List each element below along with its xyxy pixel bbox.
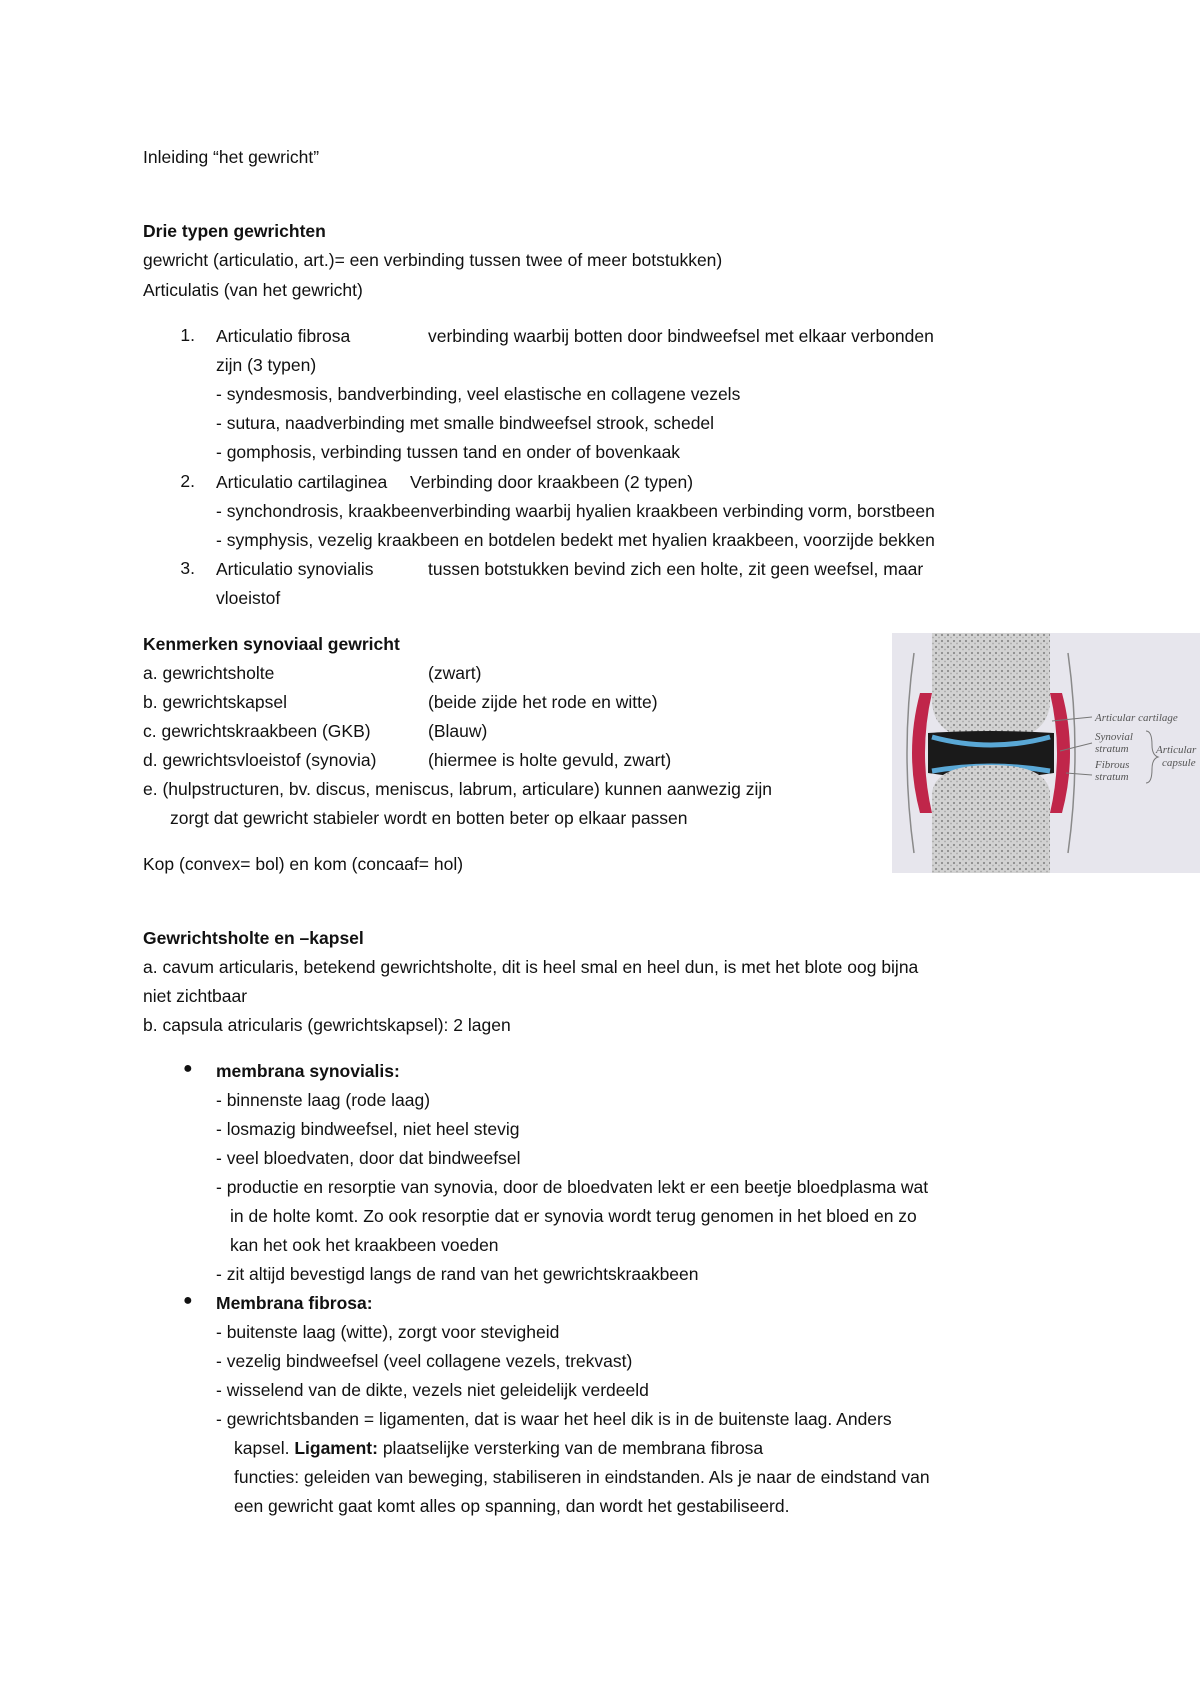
bullet-line: - vezelig bindweefsel (veel collagene vezels, trekvast) xyxy=(216,1351,633,1371)
label-capsule: capsule xyxy=(1162,757,1196,769)
list-number: 3. xyxy=(180,558,195,578)
label-articular: Articular xyxy=(1156,744,1197,756)
joint-diagram xyxy=(892,633,1200,873)
list-cont: zijn (3 typen) xyxy=(216,355,317,375)
bullet-line: - wisselend van de dikte, vezels niet geleidelijk verdeeld xyxy=(216,1380,649,1400)
list-desc: tussen botstukken bevind zich een holte, zit geen weefsel, maar xyxy=(428,559,924,579)
bullet-line: - veel bloedvaten, door dat bindweefsel xyxy=(216,1148,521,1168)
label-fibrous-stratum: stratum xyxy=(1095,771,1129,783)
text-line: b. capsula atricularis (gewrichtskapsel): 2 lagen xyxy=(143,1015,511,1035)
functies-line: een gewricht gaat komt alles op spanning, dan wordt het gestabiliseerd. xyxy=(234,1496,790,1516)
section-heading-gewrichtsholte: Gewrichtsholte en –kapsel xyxy=(143,928,364,948)
row-label: c. gewrichtskraakbeen (GKB) xyxy=(143,721,371,741)
bullet-line: - losmazig bindweefsel, niet heel stevig xyxy=(216,1119,520,1139)
list-desc: verbinding waarbij botten door bindweefsel met elkaar verbonden xyxy=(428,326,934,346)
bullet-title: membrana synovialis: xyxy=(216,1061,400,1081)
list-number: 2. xyxy=(180,471,195,491)
section-heading-kenmerken: Kenmerken synoviaal gewricht xyxy=(143,634,400,654)
label-synovial-stratum: stratum xyxy=(1095,743,1129,755)
text-line: Articulatis (van het gewricht) xyxy=(143,280,363,300)
text-line: niet zichtbaar xyxy=(143,986,248,1006)
bullet-line: - zit altijd bevestigd langs de rand van het gewrichtskraakbeen xyxy=(216,1264,699,1284)
ligament-line xyxy=(234,1437,763,1459)
functies-line: functies: geleiden van beweging, stabiliseren in eindstanden. Als je naar de eindstand van xyxy=(234,1467,930,1487)
bullet-line: - gewrichtsbanden = ligamenten, dat is waar het heel dik is in de buitenste laag. Anders xyxy=(216,1409,892,1429)
text-line: gewricht (articulatio, art.)= een verbinding tussen twee of meer botstukken) xyxy=(143,250,723,270)
bullet-title: Membrana fibrosa: xyxy=(216,1293,373,1313)
row-value: (zwart) xyxy=(428,663,482,683)
bullet-line: - productie en resorptie van synovia, door de bloedvaten lekt er een beetje bloedplasma wat xyxy=(216,1177,929,1197)
list-cont: vloeistof xyxy=(216,588,281,608)
ligament-label: Ligament: xyxy=(294,1438,378,1458)
list-term: Articulatio cartilaginea xyxy=(216,472,388,492)
label-fibrous: Fibrous xyxy=(1095,759,1130,771)
row-label: a. gewrichtsholte xyxy=(143,663,275,683)
kapsel-word: kapsel. xyxy=(234,1438,290,1458)
bullet-line: kan het ook het kraakbeen voeden xyxy=(230,1235,499,1255)
list-sub: - gomphosis, verbinding tussen tand en onder of bovenkaak xyxy=(216,442,681,462)
page-title: Inleiding “het gewricht” xyxy=(143,147,320,167)
list-term: Articulatio synovialis xyxy=(216,559,374,579)
list-number: 1. xyxy=(180,325,195,345)
label-synovial: Synovial xyxy=(1095,731,1133,743)
bullet-line: - binnenste laag (rode laag) xyxy=(216,1090,431,1110)
list-sub: - syndesmosis, bandverbinding, veel elastische en collagene vezels xyxy=(216,384,741,404)
text-line: zorgt dat gewricht stabieler wordt en botten beter op elkaar passen xyxy=(170,808,688,828)
text-line: e. (hulpstructuren, bv. discus, meniscus, labrum, articulare) kunnen aanwezig zijn xyxy=(143,779,772,799)
list-desc: Verbinding door kraakbeen (2 typen) xyxy=(410,472,694,492)
row-value: (hiermee is holte gevuld, zwart) xyxy=(428,750,672,770)
text-line: a. cavum articularis, betekend gewrichtsholte, dit is heel smal en heel dun, is met het blote oog bijna xyxy=(143,957,919,977)
list-sub: - synchondrosis, kraakbeenverbinding waarbij hyalien kraakbeen verbinding vorm, borstbeen xyxy=(216,501,935,521)
label-articular-cartilage: Articular cartilage xyxy=(1095,712,1178,724)
bullet-icon: ● xyxy=(183,1292,193,1309)
section-heading-typen: Drie typen gewrichten xyxy=(143,221,326,241)
row-label: b. gewrichtskapsel xyxy=(143,692,287,712)
list-sub: - symphysis, vezelig kraakbeen en botdelen bedekt met hyalien kraakbeen, voorzijde bekken xyxy=(216,530,935,550)
ligament-text: plaatselijke versterking van de membrana fibrosa xyxy=(382,1438,764,1458)
row-label: d. gewrichtsvloeistof (synovia) xyxy=(143,750,377,770)
row-value: (beide zijde het rode en witte) xyxy=(428,692,658,712)
upper-bone xyxy=(932,633,1050,741)
lower-bone xyxy=(932,765,1050,873)
row-value: (Blauw) xyxy=(428,721,488,741)
bullet-line: in de holte komt. Zo ook resorptie dat er synovia wordt terug genomen in het bloed en zo xyxy=(230,1206,917,1226)
bullet-icon: ● xyxy=(183,1060,193,1077)
list-sub: - sutura, naadverbinding met smalle bindweefsel strook, schedel xyxy=(216,413,715,433)
list-term: Articulatio fibrosa xyxy=(216,326,351,346)
text-line: Kop (convex= bol) en kom (concaaf= hol) xyxy=(143,854,464,874)
bullet-line: - buitenste laag (witte), zorgt voor stevigheid xyxy=(216,1322,560,1342)
